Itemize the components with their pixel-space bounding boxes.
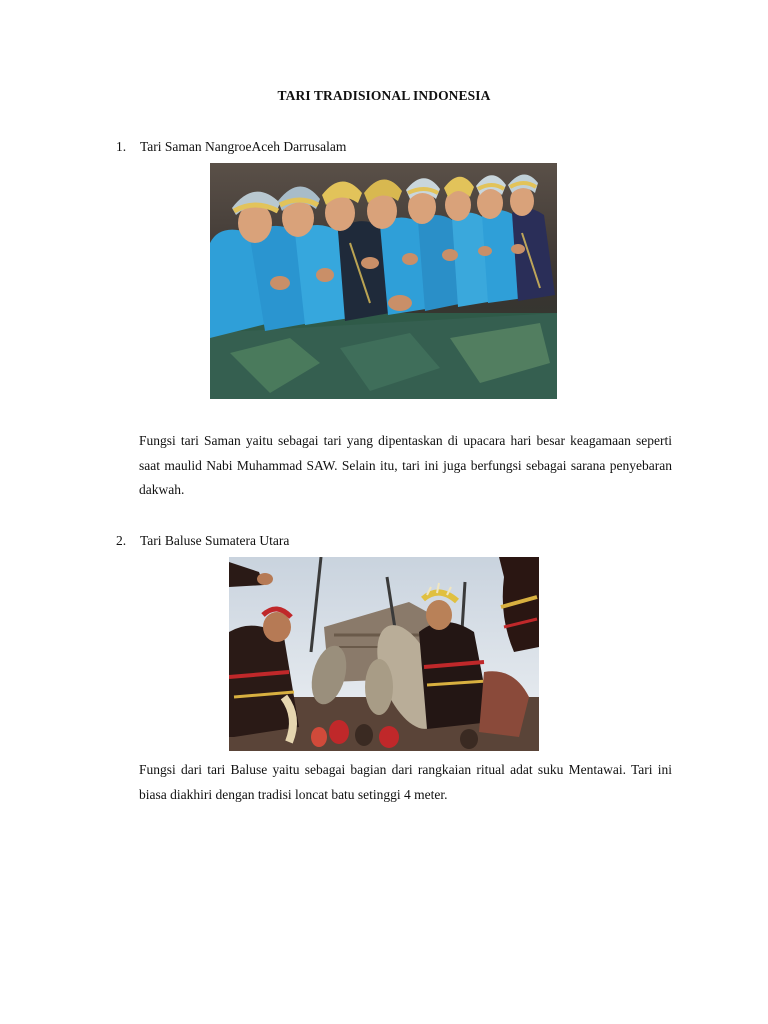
baluse-dance-photo <box>229 557 539 751</box>
item-description-baluse: Fungsi dari tari Baluse yaitu sebagai bagian dari rangkaian ritual adat suku Mentawai. Tari ini biasa diakhiri dengan tradisi loncat batu setinggi 4 meter. <box>139 762 672 802</box>
item-heading-text: Tari Saman NangroeAceh Darrusalam <box>140 139 347 154</box>
item-heading-baluse <box>116 533 289 549</box>
item-heading-text: Tari Baluse Sumatera Utara <box>140 533 290 548</box>
page-title: TARI TRADISIONAL INDONESIA <box>277 88 491 103</box>
item-heading-saman <box>116 139 346 155</box>
item-number: 1. <box>116 139 127 154</box>
saman-dance-photo <box>210 163 557 399</box>
item-number: 2. <box>116 533 127 548</box>
item-description-saman: Fungsi tari Saman yaitu sebagai tari yang dipentaskan di upacara hari besar keagamaan seperti saat maulid Nabi Muhammad SAW. Selain itu, tari ini juga berfungsi sebagai sarana penyebaran dakwah. <box>139 433 672 497</box>
